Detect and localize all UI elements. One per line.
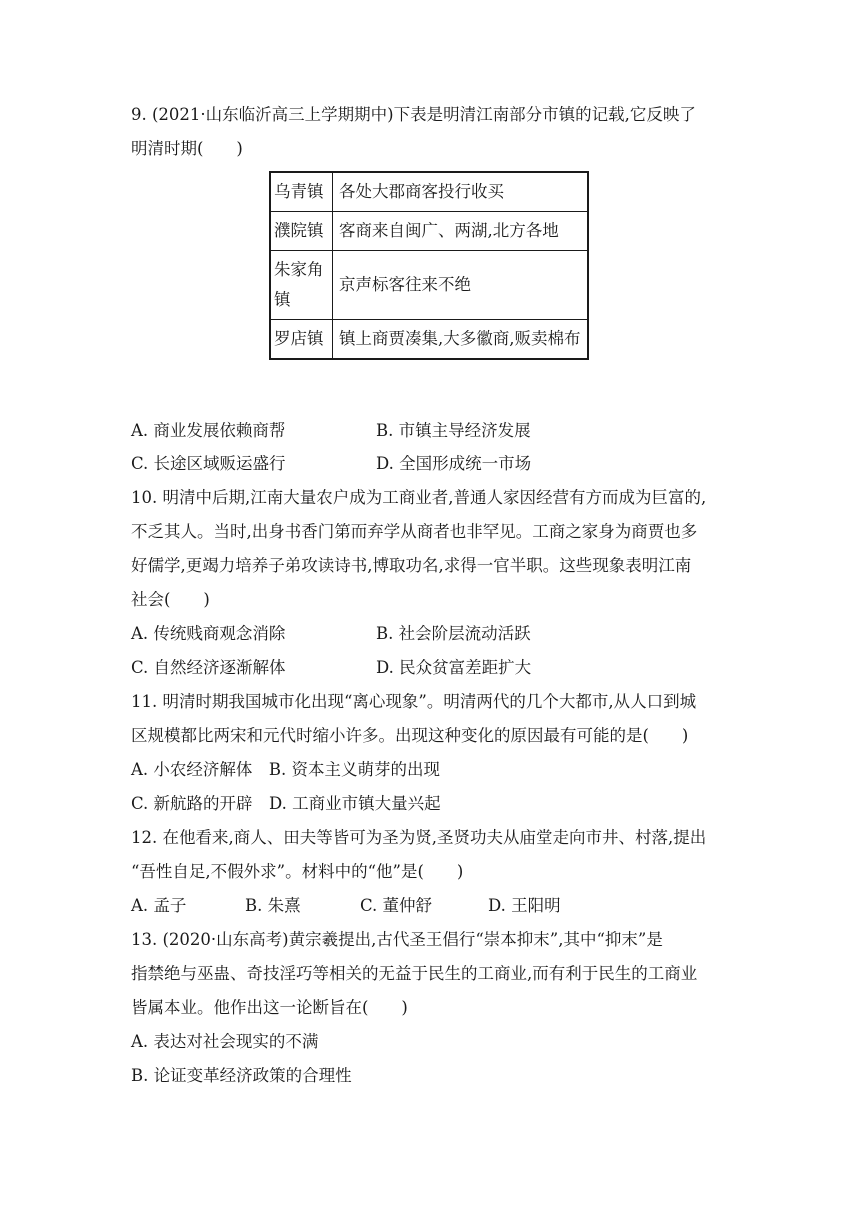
- record-cell: 京声标客往来不绝: [333, 251, 589, 320]
- q9-option-b: B. 市镇主导经济发展: [376, 421, 531, 440]
- q13-stem-line-2: 指禁绝与巫蛊、奇技淫巧等相关的无益于民生的工商业,而有利于民生的工商业: [131, 964, 698, 983]
- q12-stem-line-2: “吾性自足,不假外求”。材料中的“他”是( ): [131, 862, 464, 881]
- q12-option-c: C. 董仲舒: [360, 896, 433, 915]
- q12-option-b: B. 朱熹: [245, 896, 301, 915]
- q10-option-a: A. 传统贱商观念消除: [131, 624, 286, 643]
- q11-stem-line-1: 11. 明清时期我国城市化出现“离心现象”。明清两代的几个大都市,从人口到城: [131, 692, 697, 711]
- q13-option-b: B. 论证变革经济政策的合理性: [131, 1066, 352, 1085]
- q9-records-table: [269, 171, 589, 360]
- q10-option-b: B. 社会阶层流动活跃: [376, 624, 531, 643]
- town-cell: 濮院镇: [270, 212, 333, 251]
- q12-stem-line-1: 12. 在他看来,商人、田夫等皆可为圣为贤,圣贤功夫从庙堂走向市井、村落,提出: [131, 828, 707, 847]
- record-cell: 客商来自闽广、两湖,北方各地: [333, 212, 589, 251]
- q9-stem-line-2: 明清时期( ): [131, 139, 243, 158]
- table-row: [270, 172, 588, 212]
- q12-option-d: D. 王阳明: [488, 896, 561, 915]
- record-cell: 镇上商贾凑集,大多徽商,贩卖棉布: [333, 320, 589, 360]
- q9-option-d: D. 全国形成统一市场: [376, 454, 532, 473]
- q9-stem-line-1: 9. (2021·山东临沂高三上学期期中)下表是明清江南部分市镇的记载,它反映了: [131, 105, 696, 124]
- town-cell: 乌青镇: [270, 172, 333, 212]
- table-row: [270, 320, 588, 360]
- q10-stem-line-1: 10. 明清中后期,江南大量农户成为工商业者,普通人家因经营有方而成为巨富的,: [131, 488, 707, 507]
- q10-stem-line-3: 好儒学,更竭力培养子弟攻读诗书,博取功名,求得一官半职。这些现象表明江南: [131, 556, 692, 575]
- q9-option-a: A. 商业发展依赖商帮: [131, 421, 286, 440]
- q9-option-c: C. 长途区域贩运盛行: [131, 454, 286, 473]
- town-cell: 朱家角镇: [270, 251, 333, 320]
- q13-option-a: A. 表达对社会现实的不满: [131, 1032, 319, 1051]
- q11-options-line-1: A. 小农经济解体 B. 资本主义萌芽的出现: [131, 760, 441, 779]
- q13-stem-line-3: 皆属本业。他作出这一论断旨在( ): [131, 998, 408, 1017]
- q11-stem-line-2: 区规模都比两宋和元代时缩小许多。出现这种变化的原因最有可能的是( ): [131, 726, 689, 745]
- q10-stem-line-2: 不乏其人。当时,出身书香门第而弃学从商者也非罕见。工商之家身为商贾也多: [131, 522, 698, 541]
- town-cell: 罗店镇: [270, 320, 333, 360]
- q13-stem-line-1: 13. (2020·山东高考)黄宗羲提出,古代圣王倡行“崇本抑末”,其中“抑末”是: [131, 930, 663, 949]
- q11-options-line-2: C. 新航路的开辟 D. 工商业市镇大量兴起: [131, 794, 441, 813]
- q12-option-a: A. 孟子: [131, 896, 187, 915]
- record-cell: 各处大郡商客投行收买: [333, 172, 589, 212]
- table-row: [270, 212, 588, 251]
- q10-stem-line-4: 社会( ): [131, 590, 210, 609]
- table-row: [270, 251, 588, 320]
- q10-option-c: C. 自然经济逐渐解体: [131, 658, 286, 677]
- q10-option-d: D. 民众贫富差距扩大: [376, 658, 532, 677]
